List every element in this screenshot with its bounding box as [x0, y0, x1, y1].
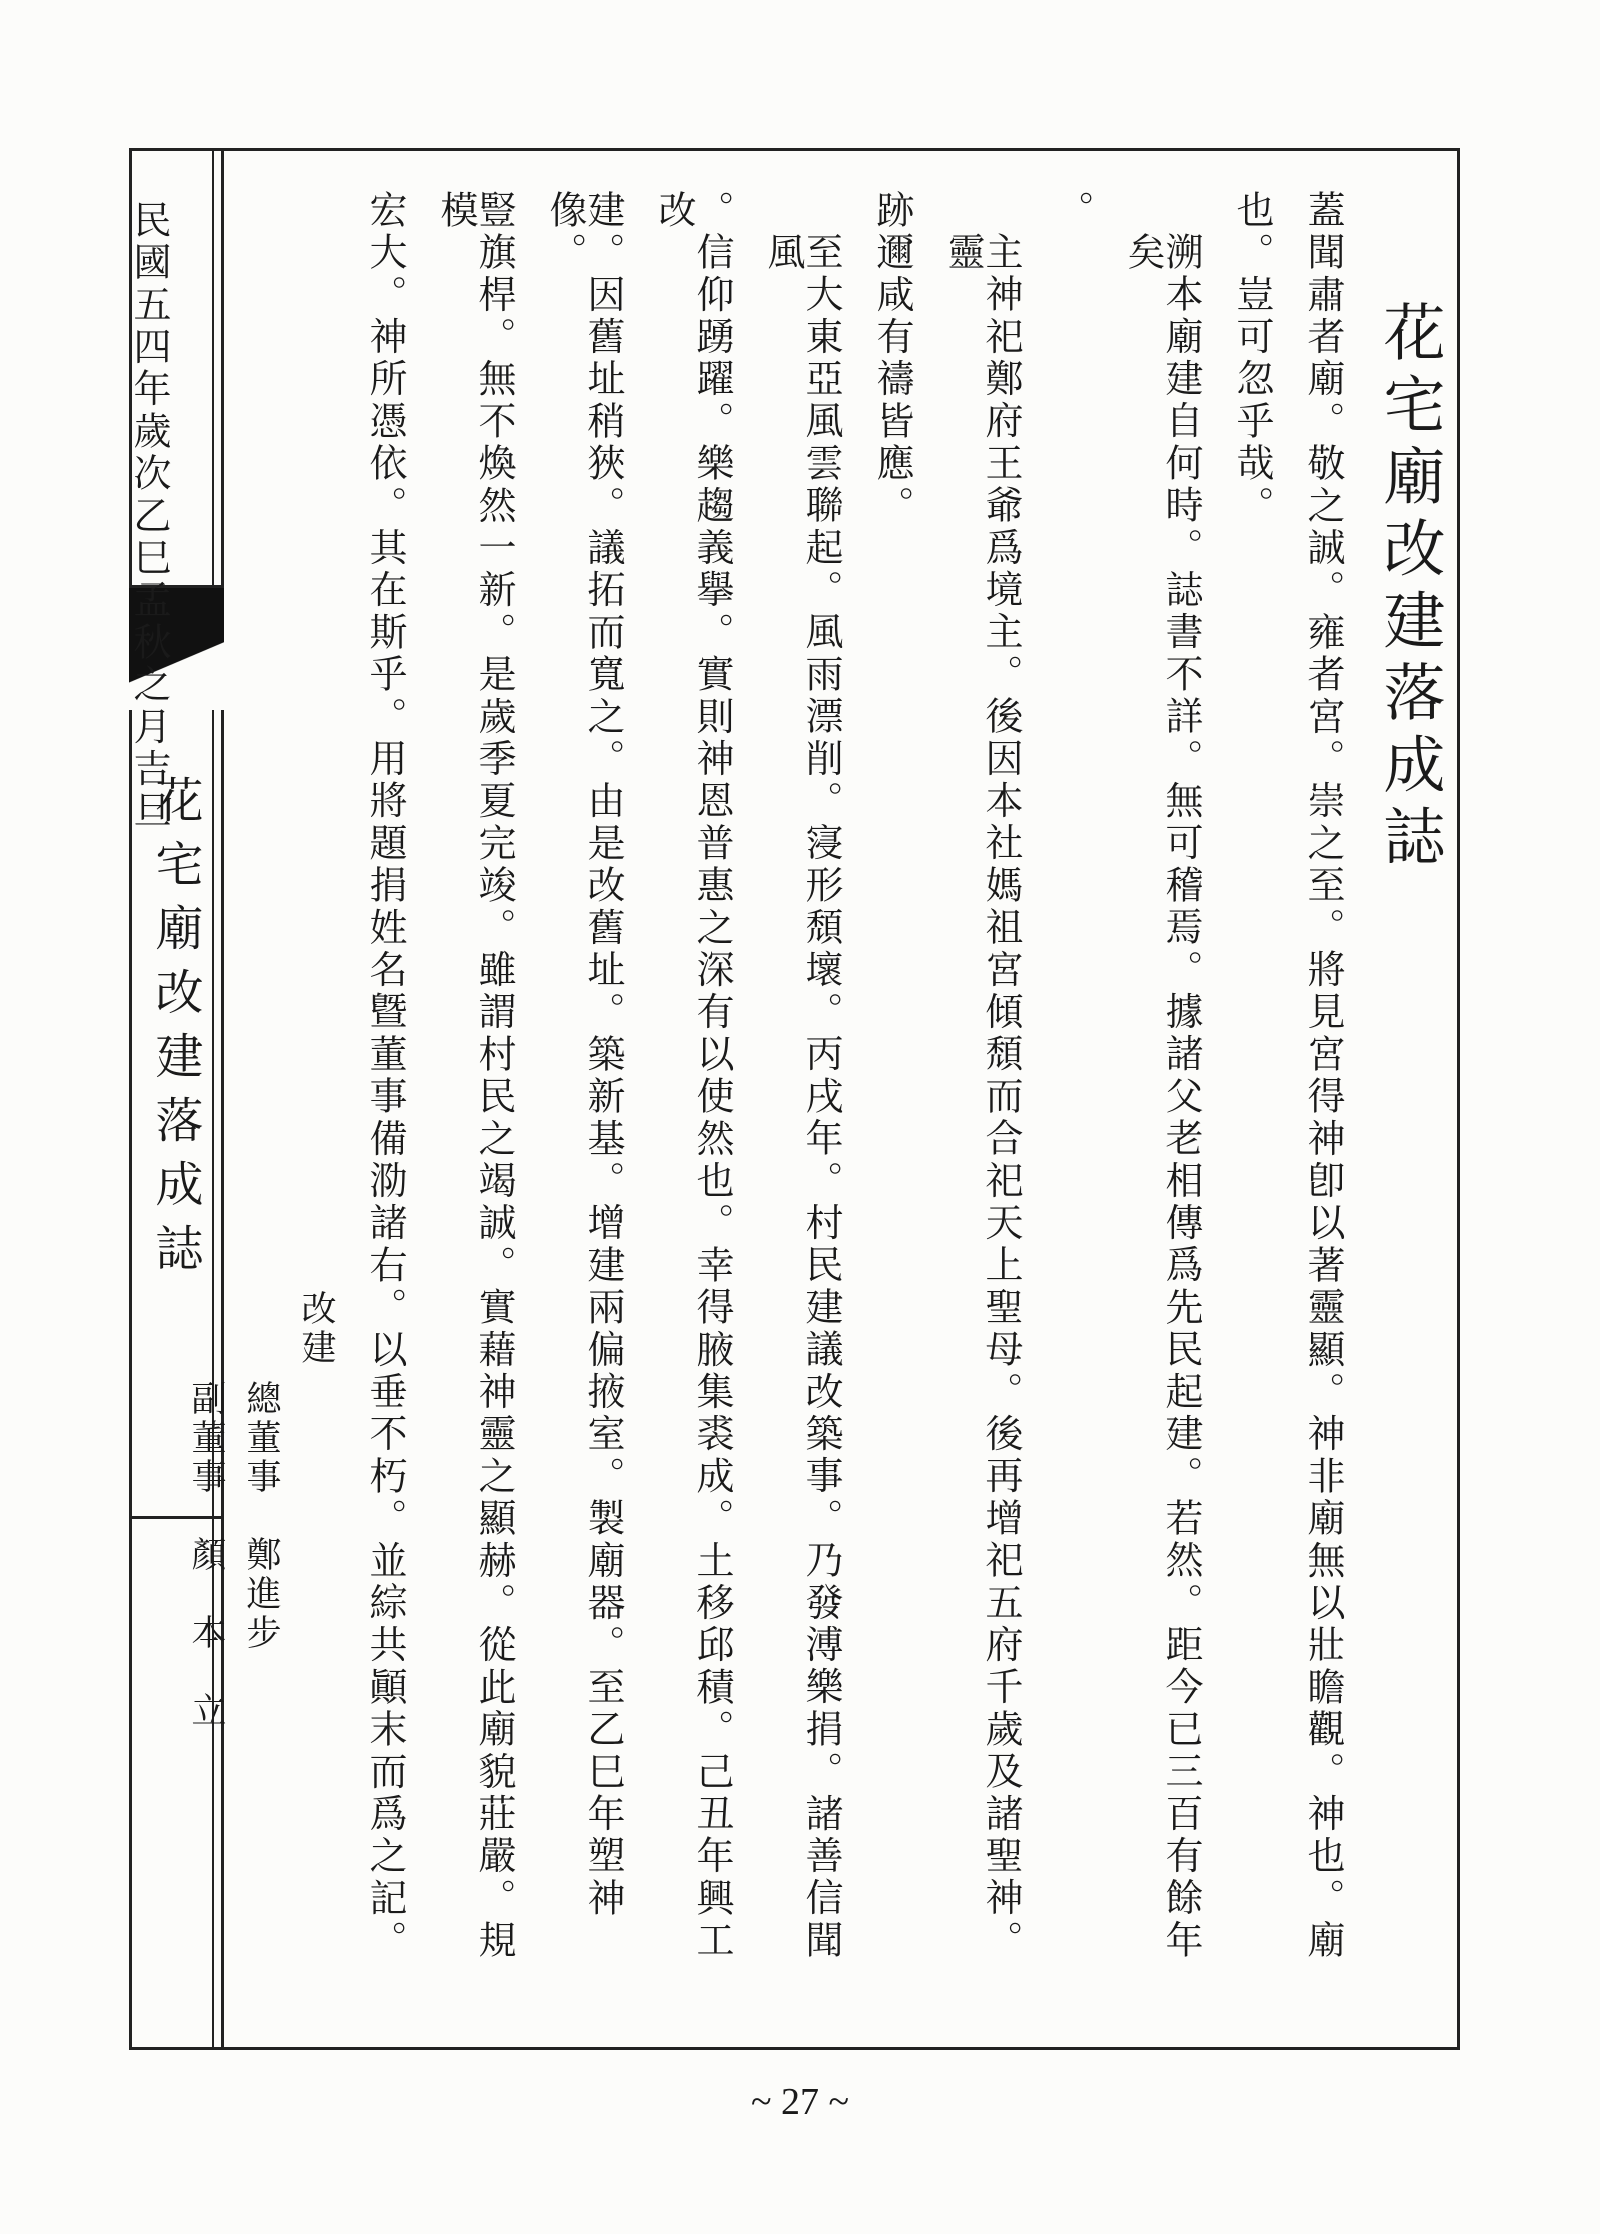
date-line: 民國五四年歲次乙巳孟秋之月吉旦 — [127, 200, 171, 833]
text-column: 。信仰踴躍。樂趨義擧。實則神恩普惠之深有以使然也。幸得腋集裘成。土移邱積。己丑年興工改 — [652, 190, 734, 1963]
text-column: 宏大。神所憑依。其在斯乎。用將題捐姓名曁董事備泐諸右。以垂不朽。並綜共顚末而爲之記。 — [363, 190, 407, 1963]
signature-line: 總董事 鄭進步 — [241, 1380, 281, 1653]
text-column: 跡邇咸有禱皆應。 — [870, 190, 914, 528]
signature-line: 副董事 顏 本 立 — [186, 1380, 226, 1731]
text-column: 豎旗桿。無不煥然一新。是歲季夏完竣。雖謂村民之竭誠。實藉神靈之顯赫。從此廟貌莊嚴。規模 — [434, 190, 516, 1963]
page-number: ~ 27 ~ — [750, 2081, 850, 2123]
gutter-title: 花宅廟改建落成誌 — [147, 775, 203, 1287]
text-column: 。 — [1050, 190, 1094, 233]
text-column: 建。因舊址稍狹。議拓而寬之。由是改舊址。築新基。增建兩偏掖室。製廟器。至乙巳年塑神像。 — [543, 190, 625, 1921]
document-title: 花宅廟改建落成誌 — [1373, 300, 1446, 876]
text-body — [127, 190, 1446, 1990]
text-column: 蓋聞肅者廟。敬之誠。雍者宮。崇之至。將見宮得神卽以著靈顯。神非廟無以壯瞻觀。神也。廟 — [1301, 190, 1345, 1963]
text-column: 溯本廟建自何時。誌書不詳。無可稽焉。據諸父老相傳爲先民起建。若然。距今已三百有餘年矣 — [1121, 232, 1203, 1963]
text-column: 至大東亞風雲聯起。風雨漂削。寖形頹壞。丙戌年。村民建議改築事。乃發溥樂捐。諸善信聞風 — [761, 232, 843, 1963]
text-column: 主神祀鄭府王爺爲境主。後因本社媽祖宮傾頹而合祀天上聖母。後再增祀五府千歲及諸聖神。靈 — [941, 232, 1023, 1963]
text-column: 也。豈可忽乎哉。 — [1230, 190, 1274, 528]
signature-label: 改建 — [296, 1290, 336, 1368]
